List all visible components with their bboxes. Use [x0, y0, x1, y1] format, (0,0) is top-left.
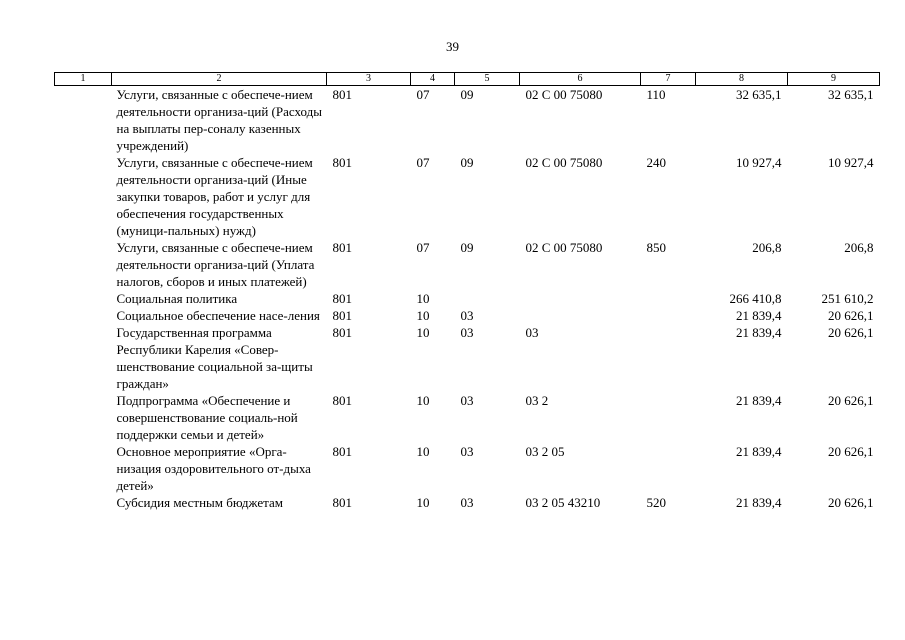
cell-target-article: 02 С 00 75080 [525, 87, 603, 102]
cell-expense-type: 850 [646, 240, 666, 255]
cell-amount-year2: 20 626,1 [828, 495, 874, 510]
cell-amount-year1: 21 839,4 [736, 393, 782, 408]
cell-col1 [55, 290, 112, 307]
cell-name: Услуги, связанные с обеспече-нием деятельности организа-ций (Уплата налогов, сборов и иных платежей) [116, 240, 315, 289]
cell-subsection: 03 [460, 325, 474, 340]
cell-subsection: 03 [460, 444, 474, 459]
cell-expense-type: 110 [646, 87, 666, 102]
cell-amount-year2: 20 626,1 [828, 444, 874, 459]
cell-name: Социальная политика [116, 291, 238, 306]
cell-amount-year2: 32 635,1 [828, 87, 874, 102]
cell-ministry-code: 801 [332, 87, 352, 102]
cell-section: 10 [416, 393, 430, 408]
cell-expense-type [641, 290, 696, 307]
cell-section: 10 [416, 495, 430, 510]
cell-col1 [55, 307, 112, 324]
cell-target-article: 03 2 05 [525, 444, 565, 459]
cell-amount-year1: 21 839,4 [736, 308, 782, 323]
table-row [55, 239, 880, 290]
header-row [55, 73, 880, 86]
cell-expense-type: 240 [646, 155, 666, 170]
table-row [55, 494, 880, 511]
cell-amount-year1: 266 410,8 [729, 291, 782, 306]
column-header-2: 2 [112, 73, 327, 86]
column-header-9: 9 [788, 73, 880, 86]
budget-table [54, 72, 880, 511]
cell-subsection: 03 [460, 393, 474, 408]
cell-expense-type [641, 324, 696, 392]
cell-ministry-code: 801 [332, 291, 352, 306]
cell-section: 10 [416, 444, 430, 459]
page-number: 39 [446, 39, 459, 54]
cell-name: Государственная программа Республики Карелия «Совер-шенствование социальной за-щиты граждан» [116, 325, 313, 391]
table-row [55, 290, 880, 307]
cell-amount-year1: 206,8 [752, 240, 782, 255]
cell-amount-year1: 21 839,4 [736, 325, 782, 340]
cell-amount-year2: 20 626,1 [828, 325, 874, 340]
cell-amount-year2: 20 626,1 [828, 393, 874, 408]
cell-target-article: 03 [525, 325, 539, 340]
cell-amount-year2: 20 626,1 [828, 308, 874, 323]
column-header-1: 1 [55, 73, 112, 86]
cell-target-article [520, 290, 641, 307]
column-header-5: 5 [455, 73, 520, 86]
cell-amount-year2: 206,8 [844, 240, 874, 255]
table-row [55, 324, 880, 392]
cell-col1 [55, 86, 112, 155]
cell-name: Основное мероприятие «Орга-низация оздоровительного от-дыха детей» [116, 444, 311, 493]
cell-subsection: 09 [460, 240, 474, 255]
column-header-8: 8 [696, 73, 788, 86]
cell-target-article [520, 307, 641, 324]
cell-target-article: 03 2 05 43210 [525, 495, 601, 510]
cell-name: Услуги, связанные с обеспече-нием деятельности организа-ций (Расходы на выплаты пер-соналу казенных учреждений) [116, 87, 322, 153]
cell-section: 07 [416, 87, 430, 102]
cell-amount-year1: 21 839,4 [736, 444, 782, 459]
cell-subsection: 03 [460, 308, 474, 323]
cell-target-article: 02 С 00 75080 [525, 240, 603, 255]
cell-subsection [455, 290, 520, 307]
cell-amount-year1: 10 927,4 [736, 155, 782, 170]
cell-ministry-code: 801 [332, 308, 352, 323]
cell-col1 [55, 239, 112, 290]
cell-ministry-code: 801 [332, 325, 352, 340]
table-row [55, 443, 880, 494]
cell-section: 10 [416, 291, 430, 306]
cell-ministry-code: 801 [332, 495, 352, 510]
cell-col1 [55, 154, 112, 239]
cell-section: 07 [416, 240, 430, 255]
cell-expense-type: 520 [646, 495, 666, 510]
table-row [55, 392, 880, 443]
cell-col1 [55, 494, 112, 511]
cell-amount-year2: 10 927,4 [828, 155, 874, 170]
cell-name: Подпрограмма «Обеспечение и совершенствование социаль-ной поддержки семьи и детей» [116, 393, 298, 442]
cell-target-article: 03 2 [525, 393, 549, 408]
cell-ministry-code: 801 [332, 240, 352, 255]
column-header-7: 7 [641, 73, 696, 86]
table-row [55, 307, 880, 324]
column-header-6: 6 [520, 73, 641, 86]
cell-name: Субсидия местным бюджетам [116, 495, 283, 510]
cell-name: Социальное обеспечение насе-ления [116, 308, 320, 323]
cell-col1 [55, 443, 112, 494]
column-header-3: 3 [327, 73, 411, 86]
table-row [55, 154, 880, 239]
cell-section: 07 [416, 155, 430, 170]
cell-expense-type [641, 443, 696, 494]
cell-name: Услуги, связанные с обеспече-нием деятельности организа-ций (Иные закупки товаров, работ и услуг для обеспечения государственных (муници-пальных) нужд) [116, 155, 313, 238]
cell-ministry-code: 801 [332, 155, 352, 170]
cell-subsection: 09 [460, 87, 474, 102]
table-header [55, 73, 880, 86]
cell-section: 10 [416, 308, 430, 323]
cell-subsection: 03 [460, 495, 474, 510]
cell-col1 [55, 392, 112, 443]
cell-subsection: 09 [460, 155, 474, 170]
table-row [55, 86, 880, 155]
cell-expense-type [641, 392, 696, 443]
cell-expense-type [641, 307, 696, 324]
cell-ministry-code: 801 [332, 393, 352, 408]
cell-amount-year1: 32 635,1 [736, 87, 782, 102]
cell-col1 [55, 324, 112, 392]
column-header-4: 4 [411, 73, 455, 86]
cell-amount-year1: 21 839,4 [736, 495, 782, 510]
table-body [55, 86, 880, 512]
cell-amount-year2: 251 610,2 [821, 291, 874, 306]
cell-section: 10 [416, 325, 430, 340]
cell-target-article: 02 С 00 75080 [525, 155, 603, 170]
cell-ministry-code: 801 [332, 444, 352, 459]
